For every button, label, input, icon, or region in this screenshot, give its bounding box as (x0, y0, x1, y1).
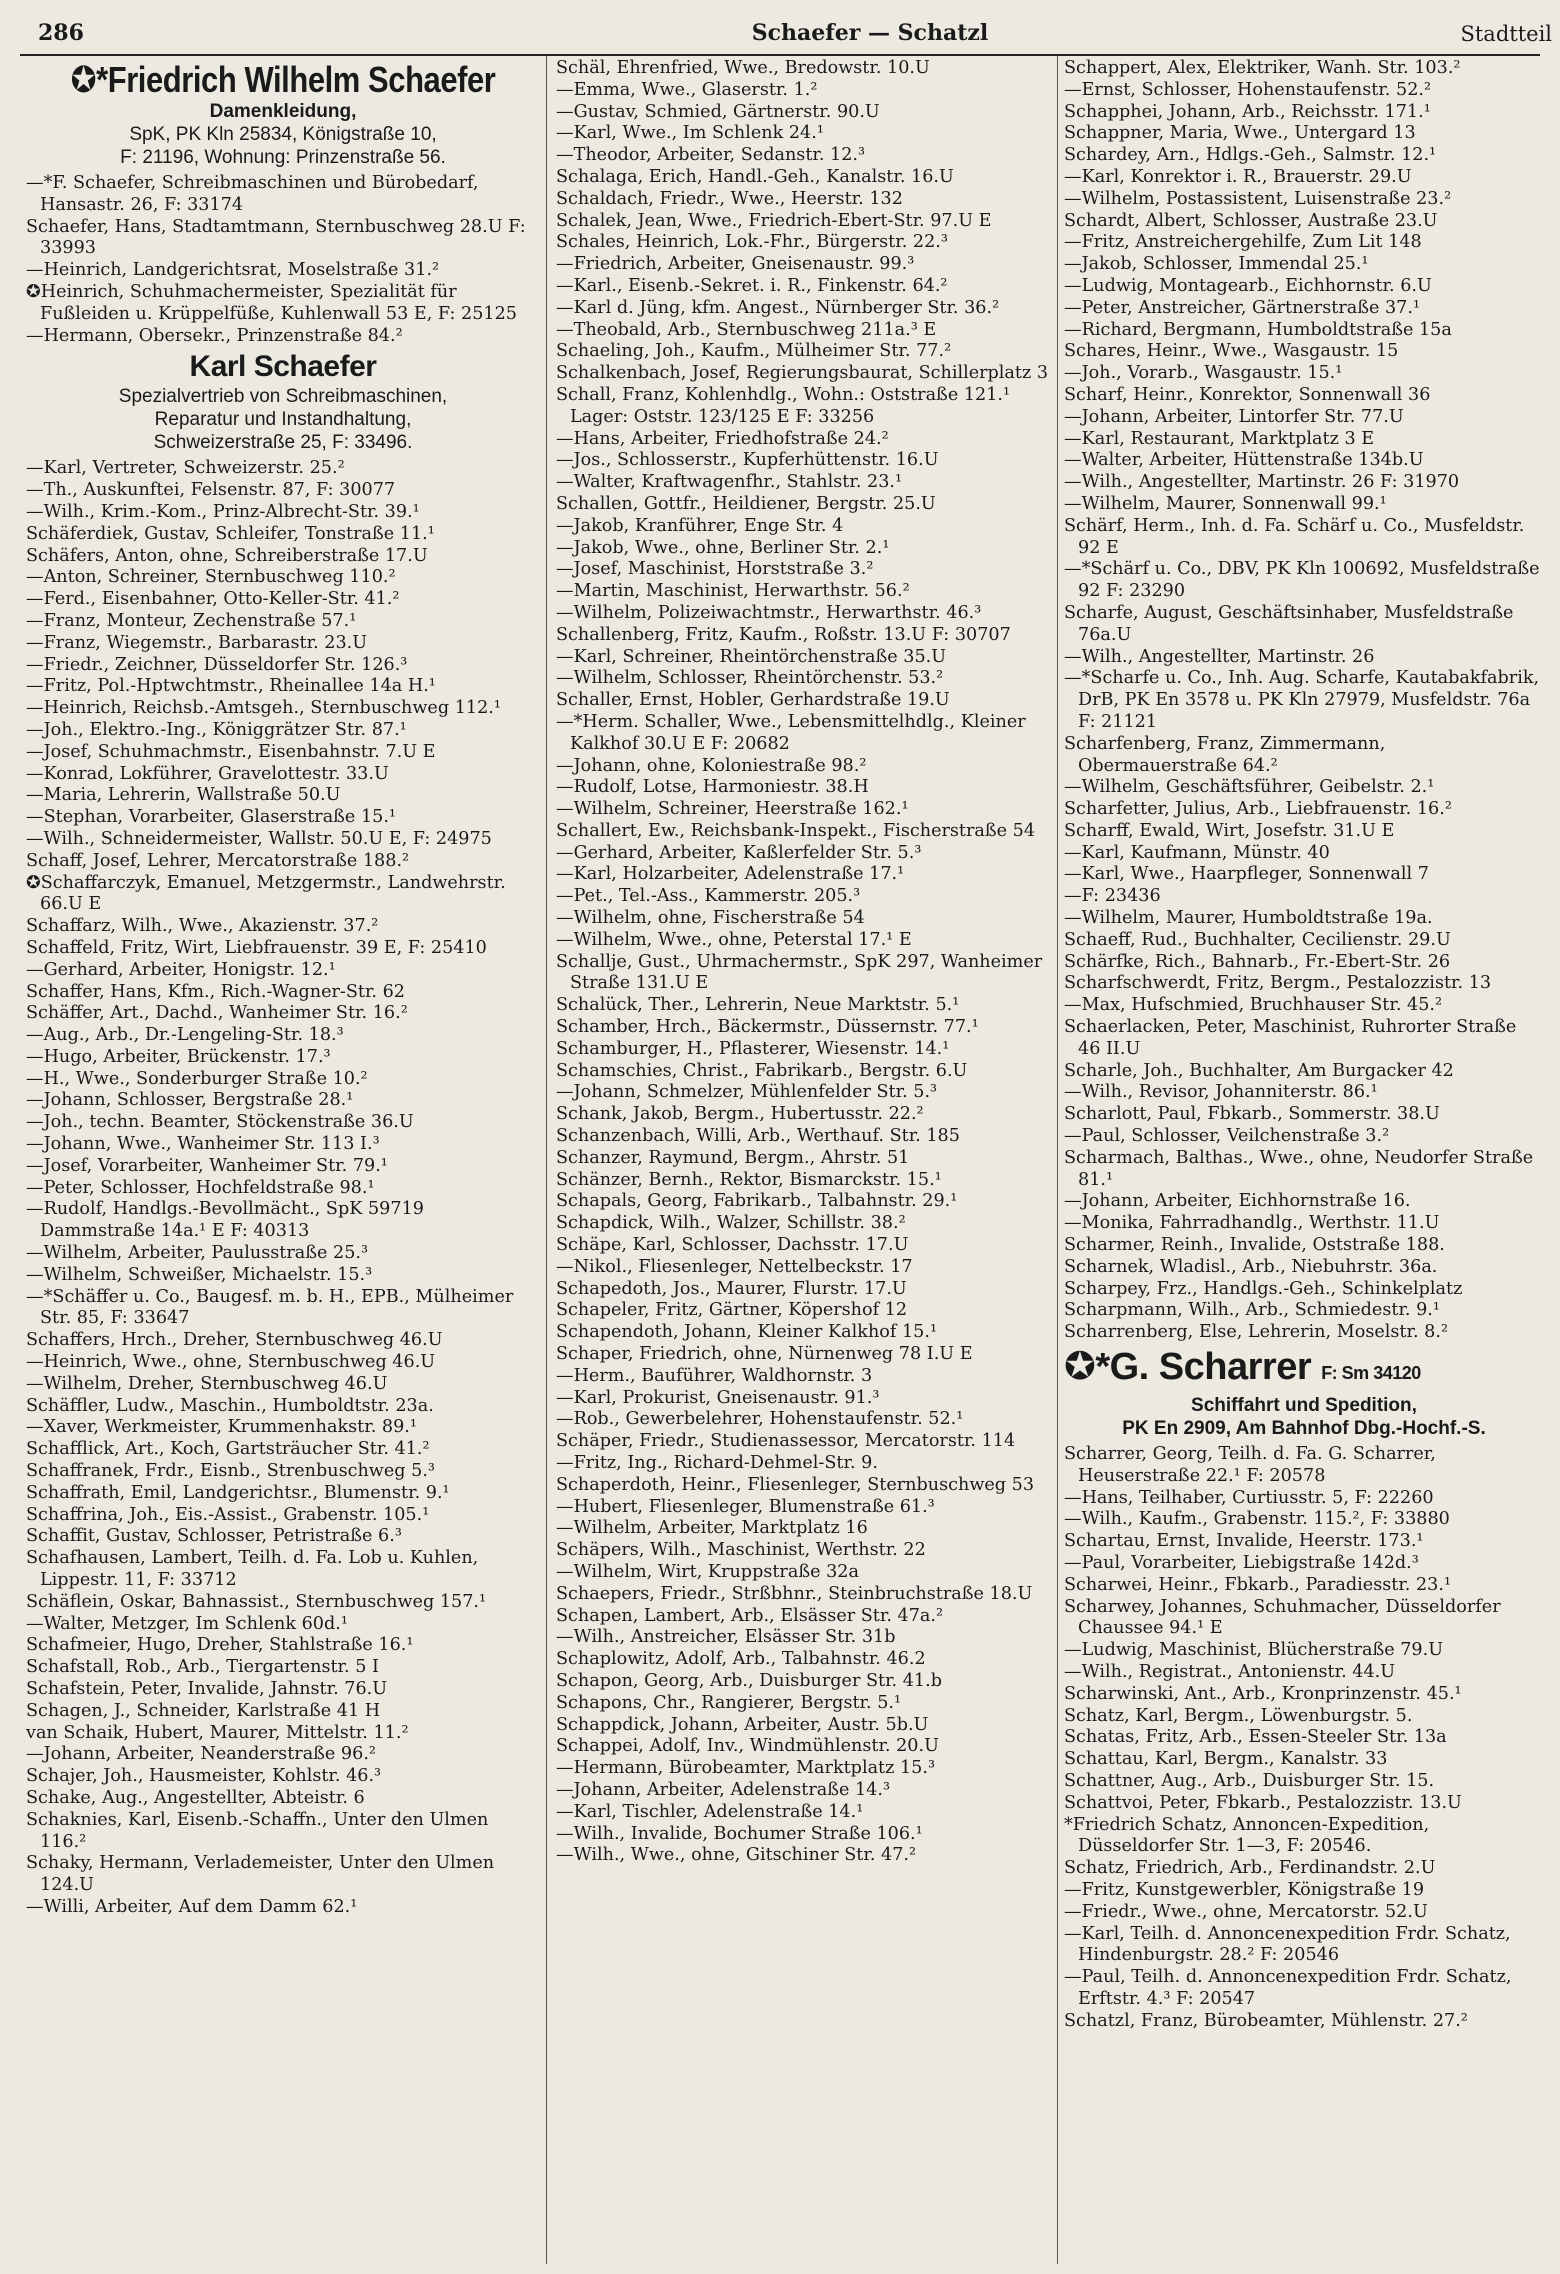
directory-entry: —Johann, Wwe., Wanheimer Str. 113 I.³ (26, 1134, 380, 1155)
directory-entry: Schärf, Herm., Inh. d. Fa. Schärf u. Co., Musfeldstr. 92 E (1064, 515, 1525, 558)
directory-entry: ✪Schaffarczyk, Emanuel, Metzgermstr., Landwehrstr. 66.U E (26, 872, 506, 915)
directory-entry: Schalaga, Erich, Handl.-Geh., Kanalstr. 16.U (556, 166, 954, 187)
directory-entry: Scharwey, Johannes, Schuhmacher, Düsseldorfer Chaussee 94.¹ E (1064, 1596, 1501, 1639)
directory-entry: —Wilh., Wwe., ohne, Gitschiner Str. 47.² (556, 1845, 917, 1866)
directory-entry: Schaknies, Karl, Eisenb.-Schaffn., Unter den Ulmen 116.² (26, 1809, 489, 1852)
directory-entry: —Rudolf, Lotse, Harmoniestr. 38.H (556, 777, 869, 798)
directory-entry: Schalück, Ther., Lehrerin, Neue Marktstr. 5.¹ (556, 995, 960, 1016)
directory-entry: —Wilhelm, Wirt, Kruppstraße 32a (556, 1561, 859, 1582)
directory-entry: —Wilh., Angestellter, Martinstr. 26 (1064, 646, 1375, 667)
directory-entry: —Gerhard, Arbeiter, Honigstr. 12.¹ (26, 959, 336, 980)
directory-entry: —Walter, Kraftwagenfhr., Stahlstr. 23.¹ (556, 472, 903, 493)
directory-entry: Schäpers, Wilh., Maschinist, Werthstr. 22 (556, 1540, 926, 1561)
column-right (1064, 58, 1544, 2263)
directory-entry: —F: 23436 (1064, 886, 1161, 907)
directory-entry: —Wilhelm, Dreher, Sternbuschweg 46.U (26, 1373, 388, 1394)
directory-entry: —Joh., Vorarb., Wasgaustr. 15.¹ (1064, 363, 1343, 384)
directory-entry: —Walter, Metzger, Im Schlenk 60d.¹ (26, 1613, 348, 1634)
directory-entry: Schatas, Fritz, Arb., Essen-Steeler Str. 13a (1064, 1727, 1447, 1748)
directory-entry: Schäfers, Anton, ohne, Schreiberstraße 17.U (26, 545, 428, 566)
directory-entry: Schaller, Ernst, Hobler, Gerhardstraße 19.U (556, 690, 950, 711)
directory-entry: —Karl d. Jüng, kfm. Angest., Nürnberger Str. 36.² (556, 297, 1000, 318)
directory-entry: —Karl, Holzarbeiter, Adelenstraße 17.¹ (556, 864, 905, 885)
directory-entry: —Johann, Schmelzer, Mühlenfelder Str. 5.³ (556, 1082, 938, 1103)
directory-entry: —Ernst, Schlosser, Hohenstaufenstr. 52.² (1064, 79, 1432, 100)
directory-entry: —Nikol., Fliesenleger, Nettelbeckstr. 17 (556, 1256, 913, 1277)
directory-entry: —Wilh., Revisor, Johanniterstr. 86.¹ (1064, 1082, 1378, 1103)
directory-entry: Schanzer, Raymund, Bergm., Ahrstr. 51 (556, 1147, 910, 1168)
directory-entry: Schapphei, Johann, Arb., Reichsstr. 171.¹ (1064, 101, 1431, 122)
directory-entry: Scharfenberg, Franz, Zimmermann, Obermauerstraße 64.² (1064, 733, 1386, 776)
ad-title: Karl Schaefer (189, 350, 377, 384)
directory-entry: —Wilhelm, Maurer, Humboldtstraße 19a. (1064, 908, 1433, 929)
directory-entry: Schärfke, Rich., Bahnarb., Fr.-Ebert-Str. 26 (1064, 951, 1451, 972)
directory-entry: Schatzl, Franz, Bürobeamter, Mühlenstr. 27.² (1064, 2010, 1468, 2031)
advertisement-schaefer-friedrich-wilhelm (26, 60, 540, 169)
directory-entry: —Karl, Teilh. d. Annoncenexpedition Frdr. Schatz, Hindenburgstr. 28.² F: 20546 (1064, 1923, 1511, 1966)
directory-entry: —Aug., Arb., Dr.-Lengeling-Str. 18.³ (26, 1025, 344, 1046)
directory-entry: —Wilhelm, Schreiner, Heerstraße 162.¹ (556, 799, 909, 820)
directory-entry: Schank, Jakob, Bergm., Hubertusstr. 22.² (556, 1104, 924, 1125)
directory-entry: Schänzer, Bernh., Rektor, Bismarckstr. 15.¹ (556, 1169, 942, 1190)
directory-entry: —Paul, Schlosser, Veilchenstraße 3.² (1064, 1126, 1390, 1147)
directory-entry: Schaky, Hermann, Verlademeister, Unter den Ulmen 124.U (26, 1853, 495, 1896)
directory-entry: —Wilhelm, Arbeiter, Marktplatz 16 (556, 1518, 868, 1539)
directory-entry: Scharle, Joh., Buchhalter, Am Burgacker 42 (1064, 1060, 1454, 1081)
page-header (0, 14, 1560, 56)
directory-entry: Schafstein, Peter, Invalide, Jahnstr. 76.U (26, 1679, 388, 1699)
directory-entry: —Hans, Arbeiter, Friedhofstraße 24.² (556, 428, 889, 449)
directory-entry: Schaerlacken, Peter, Maschinist, Ruhrorter Straße 46 II.U (1064, 1017, 1517, 1059)
directory-entry: —Johann, Schlosser, Bergstraße 28.¹ (26, 1090, 354, 1111)
directory-entry: Schapendoth, Johann, Kleiner Kalkhof 15.¹ (556, 1322, 938, 1343)
directory-entry: Scharpey, Frz., Handlgs.-Geh., Schinkelplatz (1064, 1278, 1463, 1299)
directory-entry: —Wilhelm, ohne, Fischerstraße 54 (556, 908, 865, 929)
directory-entry: —*Schärf u. Co., DBV, PK Kln 100692, Musfeldstraße 92 F: 23290 (1064, 559, 1540, 602)
directory-entry: Schaefer, Hans, Stadtamtmann, Sternbuschweg 28.U F: 33993 (26, 216, 526, 259)
directory-entry: Schäflein, Oskar, Bahnassist., Sternbuschweg 157.¹ (26, 1591, 487, 1612)
directory-entry: —Theodor, Arbeiter, Sedanstr. 12.³ (556, 145, 866, 166)
ad-line: PK En 2909, Am Bahnhof Dbg.-Hochf.-S. (1122, 1418, 1486, 1440)
column-divider (546, 56, 547, 2264)
directory-entry: —Karl, Schreiner, Rheintörchenstraße 35.U (556, 646, 947, 667)
directory-entry: —*Scharfe u. Co., Inh. Aug. Scharfe, Kautabakfabrik, DrB, PK En 3578 u. PK Kln 27979, Musfeldstr. 76a F: 21121 (1064, 668, 1540, 732)
directory-entry: —Jakob, Wwe., ohne, Berliner Str. 2.¹ (556, 537, 890, 558)
column-divider (1057, 56, 1058, 2264)
directory-entry: Schallenberg, Fritz, Kaufm., Roßstr. 13.U F: 30707 (556, 624, 1011, 645)
directory-entry: Schalek, Jean, Wwe., Friedrich-Ebert-Str. 97.U E (556, 210, 992, 231)
directory-entry: —Pet., Tel.-Ass., Kammerstr. 205.³ (556, 886, 861, 907)
column-left (26, 58, 540, 2263)
directory-entry: —*F. Schaefer, Schreibmaschinen und Bürobedarf, Hansastr. 26, F: 33174 (26, 173, 479, 215)
directory-entry: —Johann, Arbeiter, Lintorfer Str. 77.U (1064, 406, 1404, 427)
directory-entry: Schäl, Ehrenfried, Wwe., Bredowstr. 10.U (556, 58, 930, 78)
entry-list (556, 58, 1056, 1867)
directory-entry: —Rudolf, Handlgs.-Bevollmächt., SpK 59719 Dammstraße 14a.¹ E F: 40313 (26, 1199, 424, 1242)
directory-entry: —*Herm. Schaller, Wwe., Lebensmittelhdlg., Kleiner Kalkhof 30.U E F: 20682 (556, 711, 1026, 754)
directory-entry: Schattvoi, Peter, Fbkarb., Pestalozzistr. 13.U (1064, 1792, 1462, 1813)
directory-entry: —Josef, Schuhmachmstr., Eisenbahnstr. 7.U E (26, 741, 436, 762)
directory-entry: —Konrad, Lokführer, Gravelottestr. 33.U (26, 763, 389, 784)
directory-entry: —Josef, Maschinist, Horststraße 3.² (556, 559, 874, 580)
directory-entry: —Johann, Arbeiter, Adelenstraße 14.³ (556, 1779, 891, 1800)
directory-entry: —Hubert, Fliesenleger, Blumenstraße 61.³ (556, 1496, 935, 1517)
directory-entry: Schaldach, Friedr., Wwe., Heerstr. 132 (556, 188, 903, 209)
directory-entry: Scharlott, Paul, Fbkarb., Sommerstr. 38.U (1064, 1104, 1440, 1125)
directory-entry: —Hugo, Arbeiter, Brückenstr. 17.³ (26, 1046, 331, 1067)
directory-entry: Schanzenbach, Willi, Arb., Werthauf. Str. 185 (556, 1126, 960, 1147)
directory-entry: —Wilhelm, Polizeiwachtmstr., Herwarthstr. 46.³ (556, 602, 982, 623)
directory-entry: —Johann, Arbeiter, Eichhornstraße 16. (1064, 1191, 1411, 1212)
directory-entry: Schaffeld, Fritz, Wirt, Liebfrauenstr. 39 E, F: 25410 (26, 937, 487, 958)
directory-entry: Schapedoth, Jos., Maurer, Flurstr. 17.U (556, 1278, 907, 1299)
directory-entry: —Wilh., Schneidermeister, Wallstr. 50.U E, F: 24975 (26, 828, 492, 849)
directory-entry: Scharwei, Heinr., Fbkarb., Paradiesstr. 23.¹ (1064, 1574, 1452, 1595)
directory-entry: Schapdick, Wilh., Walzer, Schillstr. 38.² (556, 1213, 906, 1234)
directory-entry: —Max, Hufschmied, Bruchhauser Str. 45.² (1064, 995, 1443, 1016)
directory-entry: Scharf, Heinr., Konrektor, Sonnenwall 36 (1064, 384, 1431, 405)
directory-entry: —Monika, Fahrradhandlg., Werthstr. 11.U (1064, 1213, 1440, 1234)
entry-list (26, 173, 540, 347)
directory-entry: —Karl, Wwe., Haarpfleger, Sonnenwall 7 (1064, 864, 1429, 885)
directory-entry: —Wilhelm, Geschäftsführer, Geibelstr. 2.¹ (1064, 777, 1435, 798)
directory-entry: —Walter, Arbeiter, Hüttenstraße 134b.U (1064, 450, 1424, 471)
directory-entry: —Willi, Arbeiter, Auf dem Damm 62.¹ (26, 1896, 358, 1917)
directory-entry: Schales, Heinrich, Lok.-Fhr., Bürgerstr. 22.³ (556, 232, 948, 253)
directory-entry: Scharmach, Balthas., Wwe., ohne, Neudorfer Straße 81.¹ (1064, 1147, 1534, 1190)
directory-entry: Schapons, Chr., Rangierer, Bergstr. 5.¹ (556, 1692, 902, 1713)
directory-entry: —Ferd., Eisenbahner, Otto-Keller-Str. 41.² (26, 589, 400, 610)
directory-entry: Schallen, Gottfr., Heildiener, Bergstr. 25.U (556, 493, 936, 514)
entry-list (1064, 58, 1544, 1344)
directory-entry: —Johann, ohne, Koloniestraße 98.² (556, 755, 867, 776)
header-rule (20, 54, 1540, 56)
directory-entry: Schallje, Gust., Uhrmachermstr., SpK 297, Wanheimer Straße 131.U E (556, 951, 1043, 994)
directory-entry: —Jakob, Kranführer, Enge Str. 4 (556, 515, 844, 536)
directory-entry: Schattau, Karl, Bergm., Kanalstr. 33 (1064, 1749, 1388, 1770)
directory-entry: —Wilh., Krim.-Kom., Prinz-Albrecht-Str. 39.¹ (26, 501, 420, 522)
directory-entry: —Hermann, Obersekr., Prinzenstraße 84.² (26, 325, 403, 346)
directory-entry: Schafstall, Rob., Arb., Tiergartenstr. 5 I (26, 1657, 379, 1678)
directory-entry: —Fritz, Kunstgewerbler, Königstraße 19 (1064, 1879, 1425, 1900)
directory-entry: —Wilhelm, Schweißer, Michaelstr. 15.³ (26, 1264, 373, 1285)
directory-entry: —Joh., Elektro.-Ing., Königgrätzer Str. 87.¹ (26, 719, 407, 740)
directory-entry: *Friedrich Schatz, Annoncen-Expedition, Düsseldorfer Str. 1—3, F: 20546. (1064, 1814, 1430, 1857)
directory-entry: Scharfschwerdt, Fritz, Bergm., Pestalozzistr. 13 (1064, 973, 1492, 994)
directory-entry: —Heinrich, Reichsb.-Amtsgeh., Sternbuschweg 112.¹ (26, 698, 501, 719)
directory-entry: —Wilhelm, Maurer, Sonnenwall 99.¹ (1064, 493, 1387, 514)
directory-entry: Scharnek, Wladisl., Arb., Niebuhrstr. 36a. (1064, 1256, 1438, 1277)
directory-entry: van Schaik, Hubert, Maurer, Mittelstr. 11.² (26, 1722, 409, 1743)
directory-entry: —Wilhelm, Schlosser, Rheintörchenstr. 53.² (556, 668, 944, 689)
directory-entry: Schaper, Friedrich, ohne, Nürnenweg 78 I.U E (556, 1344, 973, 1365)
column-middle (556, 58, 1056, 2263)
ad-title (1064, 1346, 1544, 1394)
directory-entry: Scharff, Ewald, Wirt, Josefstr. 31.U E (1064, 820, 1395, 841)
directory-entry: Schartau, Ernst, Invalide, Heerstr. 173.¹ (1064, 1531, 1424, 1552)
directory-entry: —Fritz, Pol.-Hptwchtmstr., Rheinallee 14a H.¹ (26, 676, 436, 697)
directory-entry: Schamschies, Christ., Fabrikarb., Bergstr. 6.U (556, 1060, 968, 1081)
directory-entry: —Karl, Restaurant, Marktplatz 3 E (1064, 428, 1375, 449)
directory-entry: Schaplowitz, Adolf, Arb., Talbahnstr. 46.2 (556, 1649, 926, 1670)
directory-entry: Schalkenbach, Josef, Regierungsbaurat, Schillerplatz 3 (556, 363, 1049, 384)
directory-entry: —Herm., Bauführer, Waldhornstr. 3 (556, 1365, 873, 1386)
directory-entry: Schaepers, Friedr., Strßbhnr., Steinbruchstraße 18.U (556, 1583, 1033, 1604)
directory-entry: —Wilh., Anstreicher, Elsässer Str. 31b (556, 1627, 896, 1648)
directory-entry: —Fritz, Anstreichergehilfe, Zum Lit 148 (1064, 232, 1422, 253)
directory-entry: —Wilhelm, Arbeiter, Paulusstraße 25.³ (26, 1243, 369, 1264)
directory-entry: Scharrenberg, Else, Lehrerin, Moselstr. 8.² (1064, 1322, 1448, 1343)
directory-entry: —Jos., Schlosserstr., Kupferhüttenstr. 16.U (556, 450, 939, 471)
directory-entry: Schattner, Aug., Arb., Duisburger Str. 15. (1064, 1770, 1435, 1791)
directory-entry: —Friedrich, Arbeiter, Gneisenaustr. 99.³ (556, 254, 915, 275)
directory-entry: Schaffarz, Wilh., Wwe., Akazienstr. 37.² (26, 916, 379, 937)
directory-entry: Scharfe, August, Geschäftsinhaber, Musfeldstraße 76a.U (1064, 602, 1514, 645)
directory-entry: Schaffrina, Joh., Eis.-Assist., Grabenstr. 105.¹ (26, 1504, 430, 1525)
directory-entry: Schäpe, Karl, Schlosser, Dachsstr. 17.U (556, 1235, 909, 1256)
directory-entry: Schapon, Georg, Arb., Duisburger Str. 41.b (556, 1670, 942, 1691)
directory-entry: —Franz, Monteur, Zechenstraße 57.¹ (26, 610, 357, 631)
directory-entry: Schafhausen, Lambert, Teilh. d. Fa. Lob u. Kuhlen, Lippestr. 11, F: 33712 (26, 1548, 479, 1591)
directory-entry: —Karl., Eisenb.-Sekret. i. R., Finkenstr. 64.² (556, 275, 948, 296)
directory-entry: Schaff, Josef, Lehrer, Mercatorstraße 188.² (26, 850, 410, 871)
directory-entry: —Xaver, Werkmeister, Krummenhakstr. 89.¹ (26, 1417, 417, 1438)
directory-entry: —Rob., Gewerbelehrer, Hohenstaufenstr. 52.¹ (556, 1409, 964, 1430)
directory-entry: —Friedr., Wwe., ohne, Mercatorstr. 52.U (1064, 1901, 1428, 1922)
directory-entry: —Karl, Konrektor i. R., Brauerstr. 29.U (1064, 166, 1412, 187)
directory-entry: —Martin, Maschinist, Herwarthstr. 56.² (556, 581, 910, 602)
directory-entry: Schardey, Arn., Hdlgs.-Geh., Salmstr. 12.¹ (1064, 145, 1437, 166)
directory-entry: Schallert, Ew., Reichsbank-Inspekt., Fischerstraße 54 (556, 820, 1036, 841)
directory-entry: —Stephan, Vorarbeiter, Glaserstraße 15.¹ (26, 807, 396, 828)
directory-entry: Schamber, Hrch., Bäckermstr., Düssernstr. 77.¹ (556, 1017, 979, 1038)
directory-entry: —Peter, Schlosser, Hochfeldstraße 98.¹ (26, 1177, 375, 1198)
directory-entry: —Hermann, Bürobeamter, Marktplatz 15.³ (556, 1758, 936, 1779)
directory-entry: —Jakob, Schlosser, Immendal 25.¹ (1064, 254, 1369, 275)
ad-line: Reparatur und Instandhaltung, (154, 409, 412, 431)
directory-entry: —Franz, Wiegemstr., Barbarastr. 23.U (26, 632, 368, 653)
directory-entry: Schaffit, Gustav, Schlosser, Petristraße 6.³ (26, 1526, 402, 1547)
directory-entry: Schaperdoth, Heinr., Fliesenleger, Sternbuschweg 53 (556, 1474, 1035, 1495)
directory-entry: —H., Wwe., Sonderburger Straße 10.² (26, 1068, 368, 1089)
directory-entry: —Joh., techn. Beamter, Stöckenstraße 36.U (26, 1112, 414, 1133)
directory-entry: Scharpmann, Wilh., Arb., Schmiedestr. 9.¹ (1064, 1300, 1440, 1321)
directory-entry: Schafmeier, Hugo, Dreher, Stahlstraße 16.¹ (26, 1635, 414, 1656)
directory-entry: Schares, Heinr., Wwe., Wasgaustr. 15 (1064, 341, 1399, 362)
ad-title: ✪*Friedrich Wilhelm Schaefer (70, 59, 496, 100)
directory-entry: Schardt, Albert, Schlosser, Austraße 23.U (1064, 210, 1438, 231)
directory-entry: —Karl, Kaufmann, Münstr. 40 (1064, 842, 1330, 863)
directory-entry: Schappner, Maria, Wwe., Untergard 13 (1064, 123, 1416, 144)
directory-entry: Scharrer, Georg, Teilh. d. Fa. G. Scharrer, Heuserstraße 22.¹ F: 20578 (1064, 1444, 1436, 1486)
directory-entry: Schapen, Lambert, Arb., Elsässer Str. 47a.² (556, 1605, 944, 1626)
directory-entry: Schaeff, Rud., Buchhalter, Cecilienstr. 29.U (1064, 929, 1451, 950)
directory-entry: Schagen, J., Schneider, Karlstraße 41 H (26, 1700, 381, 1721)
ad-line: Damenkleidung, (209, 101, 357, 122)
directory-entry: —Friedr., Zeichner, Düsseldorfer Str. 126.³ (26, 654, 408, 675)
directory-entry: Schäffler, Ludw., Maschin., Humboldtstr. 23a. (26, 1395, 434, 1416)
directory-entry: —Josef, Vorarbeiter, Wanheimer Str. 79.¹ (26, 1155, 388, 1176)
directory-entry: —Fritz, Ing., Richard-Dehmel-Str. 9. (556, 1453, 878, 1473)
directory-entry: —Maria, Lehrerin, Wallstraße 50.U (26, 785, 341, 806)
directory-entry: —Gustav, Schmied, Gärtnerstr. 90.U (556, 101, 880, 122)
directory-entry: Schaffer, Hans, Kfm., Rich.-Wagner-Str. 62 (26, 981, 406, 1002)
directory-entry: Schall, Franz, Kohlenhdlg., Wohn.: Oststraße 121.¹ Lager: Oststr. 123/125 E F: 33256 (556, 384, 1011, 427)
directory-entry: —Karl, Vertreter, Schweizerstr. 25.² (26, 458, 345, 479)
directory-entry: Schapals, Georg, Fabrikarb., Talbahnstr. 29.¹ (556, 1191, 958, 1212)
directory-entry: Schäffer, Art., Dachd., Wanheimer Str. 16.² (26, 1003, 408, 1024)
directory-entry: —Peter, Anstreicher, Gärtnerstraße 37.¹ (1064, 297, 1421, 318)
directory-entry: —Wilh., Kaufm., Grabenstr. 115.², F: 33880 (1064, 1509, 1450, 1530)
directory-entry: —Wilh., Registrat., Antonienstr. 44.U (1064, 1661, 1396, 1682)
directory-entry: —Wilhelm, Postassistent, Luisenstraße 23.² (1064, 188, 1452, 209)
district-label: Stadtteil (1460, 22, 1552, 46)
directory-entry: Schaffranek, Frdr., Eisnb., Strenbuschweg 5.³ (26, 1461, 435, 1482)
directory-entry: —Gerhard, Arbeiter, Kaßlerfelder Str. 5.³ (556, 842, 922, 863)
directory-entry: —Paul, Vorarbeiter, Liebigstraße 142d.³ (1064, 1553, 1419, 1573)
directory-entry: —Karl, Tischler, Adelenstraße 14.¹ (556, 1801, 864, 1822)
directory-entry: —Ludwig, Maschinist, Blücherstraße 79.U (1064, 1640, 1444, 1661)
directory-entry: —Heinrich, Wwe., ohne, Sternbuschweg 46.U (26, 1352, 436, 1373)
directory-entry: —Wilhelm, Wwe., ohne, Peterstal 17.¹ E (556, 929, 912, 950)
directory-entry: Schatz, Karl, Bergm., Löwenburgstr. 5. (1064, 1705, 1413, 1726)
ad-phone: F: Sm 34120 (1321, 1363, 1421, 1384)
directory-entry: —Richard, Bergmann, Humboldtstraße 15a (1064, 319, 1452, 340)
directory-entry: Schappert, Alex, Elektriker, Wanh. Str. 103.² (1064, 58, 1461, 78)
directory-entry: Schamburger, H., Pflasterer, Wiesenstr. 14.¹ (556, 1038, 950, 1059)
directory-entry: Schajer, Joh., Hausmeister, Kohlstr. 46.³ (26, 1766, 382, 1787)
entry-list (26, 458, 540, 1918)
directory-entry: —Emma, Wwe., Glaserstr. 1.² (556, 79, 818, 100)
name-range: Schaefer — Schatzl (751, 20, 989, 46)
directory-entry: —Wilh., Angestellter, Martinstr. 26 F: 31970 (1064, 472, 1460, 493)
ad-line: SpK, PK Kln 25834, Königstraße 10, (129, 124, 437, 145)
directory-entry: Schappei, Adolf, Inv., Windmühlenstr. 20.U (556, 1736, 939, 1757)
directory-entry: Schaffrath, Emil, Landgerichtsr., Blumenstr. 9.¹ (26, 1482, 450, 1503)
directory-entry: ✪Heinrich, Schuhmachermeister, Spezialität für Fußleiden u. Krüppelfüße, Kuhlenwall 53 E, F: 25125 (26, 281, 517, 324)
directory-entry: Schappdick, Johann, Arbeiter, Austr. 5b.U (556, 1714, 929, 1735)
directory-entry: —Theobald, Arb., Sternbuschweg 211a.³ E (556, 319, 937, 340)
directory-entry: Schapeler, Fritz, Gärtner, Köpershof 12 (556, 1300, 908, 1321)
directory-entry: —Ludwig, Montagearb., Eichhornstr. 6.U (1064, 275, 1432, 296)
directory-entry: Schake, Aug., Angestellter, Abteistr. 6 (26, 1787, 365, 1808)
directory-entry: —Anton, Schreiner, Sternbuschweg 110.² (26, 567, 396, 588)
directory-entry: —Th., Auskunftei, Felsenstr. 87, F: 30077 (26, 480, 396, 501)
directory-entry: —Paul, Teilh. d. Annoncenexpedition Frdr. Schatz, Erftstr. 4.³ F: 20547 (1064, 1967, 1512, 2009)
directory-entry: Schaffers, Hrch., Dreher, Sternbuschweg 46.U (26, 1330, 443, 1351)
directory-entry: —Heinrich, Landgerichtsrat, Moselstraße 31.² (26, 260, 440, 281)
ad-line: Schiffahrt und Spedition, (1191, 1395, 1417, 1417)
directory-entry: Schäferdiek, Gustav, Schleifer, Tonstraße 11.¹ (26, 523, 435, 544)
directory-entry: Scharwinski, Ant., Arb., Kronprinzenstr. 45.¹ (1064, 1683, 1462, 1704)
ad-line: Schweizerstraße 25, F: 33496. (153, 432, 413, 454)
directory-entry: —Karl, Prokurist, Gneisenaustr. 91.³ (556, 1387, 880, 1408)
ad-line: F: 21196, Wohnung: Prinzenstraße 56. (120, 147, 446, 168)
advertisement-karl-schaefer (26, 349, 540, 454)
directory-entry: —Karl, Wwe., Im Schlenk 24.¹ (556, 123, 824, 144)
directory-entry: Scharfetter, Julius, Arb., Liebfrauenstr. 16.² (1064, 799, 1452, 820)
page-number: 286 (38, 20, 84, 46)
ad-title-name: ✪*G. Scharrer (1064, 1346, 1312, 1389)
directory-entry: —Hans, Teilhaber, Curtiusstr. 5, F: 22260 (1064, 1487, 1434, 1508)
directory-entry: Schäper, Friedr., Studienassessor, Mercatorstr. 114 (556, 1431, 1016, 1452)
entry-list (1064, 1444, 1544, 2033)
directory-entry: Schatz, Friedrich, Arb., Ferdinandstr. 2.U (1064, 1858, 1436, 1879)
ad-line: Spezialvertrieb von Schreibmaschinen, (118, 386, 448, 408)
directory-entry: —*Schäffer u. Co., Baugesf. m. b. H., EPB., Mülheimer Str. 85, F: 33647 (26, 1286, 514, 1329)
directory-entry: Scharmer, Reinh., Invalide, Oststraße 188. (1064, 1235, 1445, 1256)
directory-entry: —Wilh., Invalide, Bochumer Straße 106.¹ (556, 1823, 923, 1844)
directory-entry: Schaeling, Joh., Kaufm., Mülheimer Str. 77.² (556, 341, 952, 362)
directory-entry: —Johann, Arbeiter, Neanderstraße 96.² (26, 1744, 376, 1765)
advertisement-g-scharrer (1064, 1346, 1544, 1440)
directory-entry: Schafflick, Art., Koch, Gartsträucher Str. 41.² (26, 1439, 430, 1460)
